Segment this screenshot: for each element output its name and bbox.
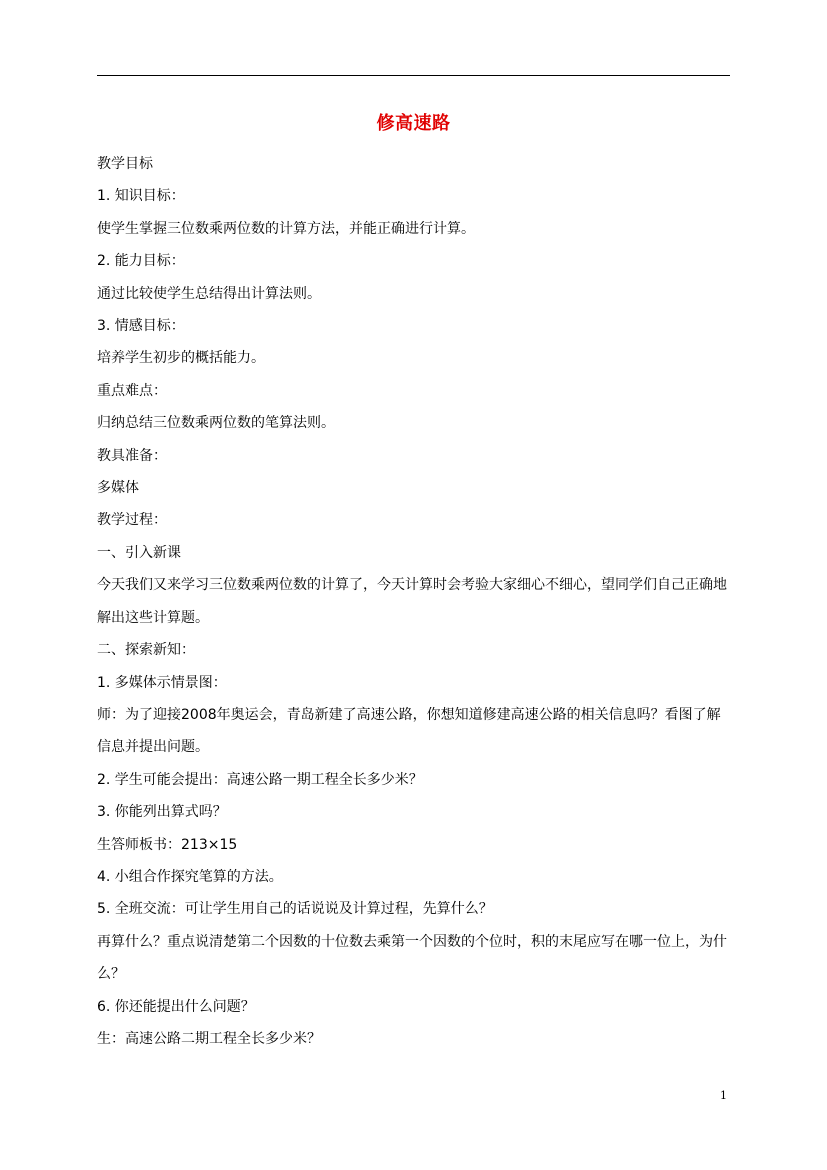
paragraph: 2. 能力目标： (97, 253, 185, 270)
paragraph: 通过比较使学生总结得出计算法则。 (97, 285, 321, 302)
paragraph: 重点难点： (97, 382, 167, 399)
paragraph: 二、探索新知： (97, 642, 195, 659)
paragraph: 教学过程： (97, 512, 167, 529)
paragraph: 使学生掌握三位数乘两位数的计算方法，并能正确进行计算。 (97, 220, 475, 237)
paragraph: 再算什么？重点说清楚第二个因数的十位数去乘第一个因数的个位时，积的末尾应写在哪一位上，为什么？ (97, 933, 727, 983)
paragraph: 6. 你还能提出什么问题？ (97, 998, 255, 1015)
document-title: 修高速路 (376, 113, 451, 134)
paragraph: 今天我们又来学习三位数乘两位数的计算了，今天计算时会考验大家细心不细心，望同学们自己正确地解出这些计算题。 (97, 577, 727, 626)
paragraph: 一、引入新课 (97, 544, 181, 561)
paragraph: 4. 小组合作探究笔算的方法。 (97, 868, 283, 885)
paragraph: 培养学生初步的概括能力。 (97, 350, 265, 367)
paragraph: 5. 全班交流：可让学生用自己的话说说及计算过程，先算什么？ (97, 901, 493, 918)
paragraph: 教具准备： (97, 447, 167, 464)
paragraph: 3. 你能列出算式吗？ (97, 804, 227, 821)
paragraph: 1. 多媒体示情景图： (97, 674, 227, 691)
page-number: 1 (720, 1089, 727, 1102)
paragraph: 2. 学生可能会提出：高速公路一期工程全长多少米？ (97, 771, 423, 788)
paragraph: 1. 知识目标： (97, 188, 185, 205)
paragraph: 生：高速公路二期工程全长多少米？ (97, 1030, 321, 1047)
paragraph: 教学目标 (97, 156, 153, 172)
paragraph: 师：为了迎接2008年奥运会，青岛新建了高速公路，你想知道修建高速公路的相关信息吗？看图了解信息并提出问题。 (97, 706, 721, 756)
document-body (97, 148, 731, 1055)
paragraph: 多媒体 (97, 480, 139, 497)
paragraph: 生答师板书：213×15 (97, 836, 238, 853)
header-rule (97, 75, 730, 76)
paragraph: 归纳总结三位数乘两位数的笔算法则。 (97, 415, 335, 432)
paragraph: 3. 情感目标： (97, 318, 185, 335)
